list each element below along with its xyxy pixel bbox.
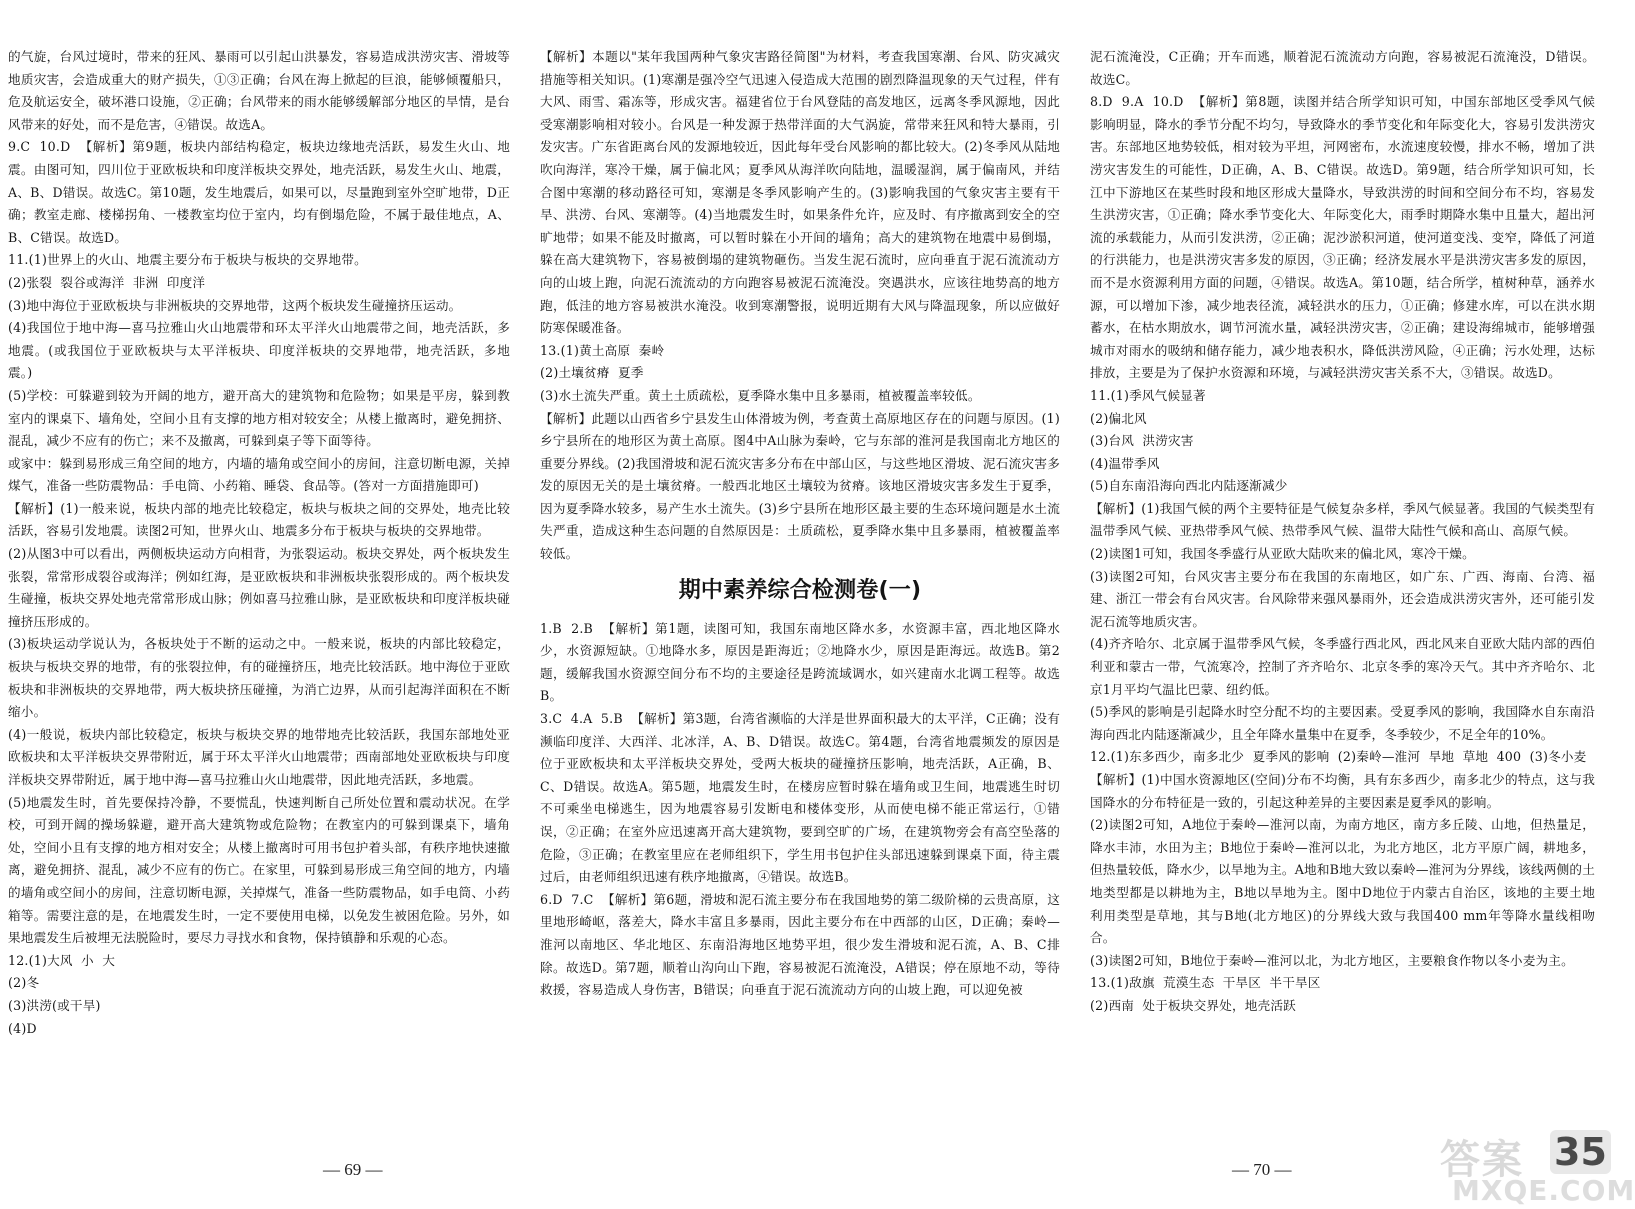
site-watermark (1440, 1128, 1635, 1209)
paragraph: (2)张裂 裂谷或海洋 非洲 印度洋 (8, 274, 206, 290)
paragraph: 12.(1)大风 小 大 (8, 952, 116, 968)
watermark-number: 35 (1550, 1130, 1611, 1174)
paragraph: 【解析】(1)我国气候的两个主要特征是气候复杂多样，季风气候显著。我国的气候类型有温带季风气候、亚热带季风气候、热带季风气候、温带大陆性气候和高山、高原气候。 (1090, 500, 1595, 539)
paragraph: 13.(1)黄土高原 秦岭 (540, 342, 665, 358)
paragraph: (3)台风 洪涝灾害 (1090, 433, 1194, 449)
paragraph: (2)偏北风 (1090, 410, 1147, 426)
column-right (1090, 46, 1595, 1018)
paragraph: (2)西南 处于板块交界处，地壳活跃 (1090, 997, 1296, 1013)
paragraph: 【解析】(1)一般来说，板块内部的地壳比较稳定，板块与板块之间的交界处，地壳比较活跃，容易引发地震。读图2可知，世界火山、地震多分布于板块与板块的交界地带。 (8, 500, 510, 539)
paragraph: (3)读图2可知，B地位于秦岭—淮河以北，为北方地区，主要粮食作物以冬小麦为主。 (1090, 952, 1574, 968)
paragraph: (2)冬 (8, 975, 40, 991)
paragraph: (3)读图2可知，台风灾害主要分布在我国的东南地区，如广东、广西、海南、台湾、福建、浙江一带会有台风灾害。台风除带来强风暴雨外，还会造成洪涝灾害外，还可能引发泥石流等地质灾害。 (1090, 568, 1595, 629)
paragraph: (4)一般说，板块内部比较稳定，板块与板块交界的地带地壳比较活跃，我国东部地处亚欧板块和太平洋板块交界带附近，属于环太平洋火山地震带；西南部地处亚欧板块与印度洋板块交界带附近，属于地中海—喜马拉雅山火山地震带，因此地壳活跃，多地震。 (8, 726, 510, 787)
paragraph: (2)读图1可知，我国冬季盛行从亚欧大陆吹来的偏北风，寒冷干燥。 (1090, 546, 1475, 562)
paragraph: 【解析】本题以"某年我国两种气象灾害路径简图"为材料，考查我国寒潮、台风、防灾减灾措施等相关知识。(1)寒潮是强冷空气迅速入侵造成大范围的剧烈降温现象的天气过程，伴有大风、雨雪、霜冻等，形成灾害。福建省位于台风登陆的高发地区，远离冬季风源地，因此受寒潮影响相对较小。台风是一种发源于热带洋面的大气涡旋，常带来狂风和特大暴雨，引发灾害。广东省距离台风的发源地较近，因此每年受台风影响的都比较大。(2)冬季风从陆地吹向海洋，寒冷干燥，属于偏北风；夏季风从海洋吹向陆地，温暖湿润，属于偏南风，并结合图中寒潮的移动路径可知，寒潮是冬季风影响产生的。(3)影响我国的气象灾害主要有干旱、洪涝、台风、寒潮等。(4)当地震发生时，如果条件允许，应及时、有序撤离到安全的空旷地带；如果不能及时撤离，可以暂时躲在小开间的墙角；高大的建筑物在地震中易倒塌，躲在高大建筑物下，容易被倒塌的建筑物砸伤。当发生泥石流时，应向垂直于泥石流流动方向的山坡上跑，向泥石流流动的方向跑容易被泥石流淹没。突遇洪水，应该往地势高的地方跑，低洼的地方容易被洪水淹没。收到寒潮警报，说明近期有大风与降温现象，所以应做好防寒保暖准备。 (540, 49, 1060, 336)
paragraph: 3.C 4.A 5.B 【解析】第3题，台湾省濒临的大洋是世界面积最大的太平洋，C正确；没有濒临印度洋、大西洋、北冰洋，A、B、D错误。故选C。第4题，台湾省地震频发的原因是位于亚欧板块和太平洋板块交界处，受两大板块的碰撞挤压影响，地壳活跃，A正确，B、C、D错误。故选A。第5题，地震发生时，在楼房应暂时躲在墙角或卫生间，地震逃生时切不可乘坐电梯逃生，因为地震容易引发断电和楼体变形，从而使电梯不能正常运行，①错误，②正确；在室外应迅速离开高大建筑物，要到空旷的广场，在建筑物旁会有高空坠落的危险，③正确；在教室里应在老师组织下，学生用书包护住头部迅速躲到课桌下面，待主震过后，由老师组织迅速有秩序地撤离，④错误。故选B。 (540, 711, 1060, 885)
paragraph: (2)读图2可知，A地位于秦岭—淮河以南，为南方地区，南方多丘陵、山地，但热量足，降水丰沛，水田为主；B地位于秦岭—淮河以北，为北方地区，北方平原广阔，耕地多，但热量较低，降水少，以旱地为主。A地和B地大致以秦岭—淮河为分界线，该线两侧的土地类型都是以耕地为主，B地以旱地为主。图中D地位于内蒙古自治区，该地的主要土地利用类型是草地，其与B地(北方地区)的分界线大致与我国400 mm年等降水量线相吻合。 (1090, 817, 1595, 946)
page-number-left: — 69 — (323, 1160, 383, 1179)
paragraph: 13.(1)敌旗 荒漠生态 干旱区 半干旱区 (1090, 975, 1321, 991)
paragraph: (3)板块运动学说认为，各板块处于不断的运动之中。一般来说，板块的内部比较稳定，板块与板块交界的地带，有的张裂拉伸，有的碰撞挤压，地壳比较活跃。地中海位于亚欧板块和非洲板块的交界地带，两大板块挤压碰撞，为消亡边界，从而引起海洋面积在不断缩小。 (8, 636, 510, 720)
paragraph: (2)从图3中可以看出，两侧板块运动方向相背，为张裂运动。板块交界处，两个板块发生张裂，常常形成裂谷或海洋；例如红海，是亚欧板块和非洲板块张裂形成的。两个板块发生碰撞，板块交界处地壳常常形成山脉；例如喜马拉雅山脉，是亚欧板块和印度洋板块碰撞挤压形成的。 (8, 546, 510, 629)
paragraph: (5)地震发生时，首先要保持冷静，不要慌乱，快速判断自己所处位置和震动状况。在学校，可到开阔的操场躲避，避开高大建筑物或危险物；在教室内的可躲到课桌下，墙角处，空间小且有支撑的地方相对安全；从楼上撤离时可用书包护着头部，有秩序地快速撤离，避免拥挤、混乱，减少不应有的伤亡。在家里，可躲到易形成三角空间的地方，内墙的墙角或空间小的房间，注意切断电源，关掉煤气，准备一些防震物品，如手电筒、小药箱等。需要注意的是，在地震发生时，一定不要使用电梯，以免发生被困危险。另外，如果地震发生后被埋无法脱险时，要尽力寻找水和食物，保持镇静和乐观的心态。 (8, 794, 510, 946)
paragraph: 【解析】(1)中国水资源地区(空间)分布不均衡，具有东多西少，南多北少的特点，这与我国降水的分布特征是一致的，引起这种差异的主要因素是夏季风的影响。 (1090, 772, 1595, 810)
paragraph: (5)自东南沿海向西北内陆逐渐减少 (1090, 478, 1288, 494)
column-middle (540, 46, 1060, 1002)
paragraph: (4)温带季风 (1090, 455, 1160, 471)
watermark-url: MXQE.COM (1452, 1174, 1635, 1207)
paragraph: (3)洪涝(或干旱) (8, 997, 101, 1013)
paragraph: 的气旋，台风过境时，带来的狂风、暴雨可以引起山洪暴发，容易造成洪涝灾害、滑坡等地质灾害，会造成重大的财产损失，①③正确；台风在海上掀起的巨浪，能够倾覆船只，危及航运安全，破坏港口设施，②正确；台风带来的雨水能够缓解部分地区的旱情，是台风带来的好处，而不是危害，④错误。故选A。 (8, 49, 510, 132)
column-left (8, 46, 510, 1040)
paragraph: (2)土壤贫瘠 夏季 (540, 365, 644, 381)
paragraph: 或家中：躲到易形成三角空间的地方，内墙的墙角或空间小的房间，注意切断电源，关掉煤气，准备一些防震物品：手电筒、小药箱、睡袋、食品等。(答对一方面措施即可) (8, 455, 510, 494)
paragraph: (3)地中海位于亚欧板块与非洲板块的交界地带，这两个板块发生碰撞挤压运动。 (8, 297, 462, 313)
paragraph: 泥石流淹没，C正确；开车而逃，顺着泥石流流动方向跑，容易被泥石流淹没，D错误。故选C。 (1090, 49, 1595, 87)
paragraph: 【解析】此题以山西省乡宁县发生山体滑坡为例，考查黄土高原地区存在的问题与原因。(1)乡宁县所在的地形区为黄土高原。图4中A山脉为秦岭，它与东部的淮河是我国南北方地区的重要分界线。(2)我国滑坡和泥石流灾害多分布在中部山区，与这些地区滑坡、泥石流灾害多发的原因无关的是土壤贫瘠。一般西北地区土壤较为贫瘠。该地区滑坡灾害多发生于夏季，因为夏季降水较多，易产生水土流失。(3)乡宁县所在地形区最主要的生态环境问题是水土流失严重，造成这种生态问题的自然原因是：土质疏松，夏季降水集中且多暴雨，植被覆盖率较低。 (540, 410, 1060, 562)
paragraph: (4)D (8, 1020, 37, 1036)
paragraph: 6.D 7.C 【解析】第6题，滑坡和泥石流主要分布在我国地势的第二级阶梯的云贵高原，这里地形崎岖，落差大，降水丰富且多暴雨，因此主要分布在中西部的山区，D正确；秦岭—淮河以南地区、华北地区、东南沿海地区地势平坦，很少发生滑坡和泥石流，A、B、C排除。故选D。第7题，顺着山沟向山下跑，容易被泥石流淹没，A错误；停在原地不动，等待救援，容易造成人身伤害，B错误；向垂直于泥石流流动方向的山坡上跑，可以迎免被 (540, 891, 1060, 998)
paragraph: (5)学校：可躲避到较为开阔的地方，避开高大的建筑物和危险物；如果是平房，躲到教室内的课桌下、墙角处，空间小且有支撑的地方相对较安全；从楼上撤离时，避免拥挤、混乱，减少不应有的伤亡；来不及撤离，可躲到桌子等下面等待。 (8, 387, 510, 449)
paragraph: 11.(1)世界上的火山、地震主要分布于板块与板块的交界地带。 (8, 252, 367, 268)
watermark-brand: 答案 (1440, 1137, 1524, 1183)
paragraph: (5)季风的影响是引起降水时空分配不均的主要因素。受夏季风的影响，我国降水自东南沿海向西北内陆逐渐减少，且全年降水量集中在夏季，冬季较少，不足全年的10%。 (1090, 704, 1595, 742)
paragraph: 8.D 9.A 10.D 【解析】第8题，读图并结合所学知识可知，中国东部地区受季风气候影响明显，降水的季节分配不均匀，导致降水的季节变化和年际变化大，容易引发洪涝灾害。东部地区地势较低，相对较为平坦，河网密布，水流速度较慢，排水不畅，增加了洪涝灾害发生的可能性，D正确，A、B、C错误。故选D。第9题，结合所学知识可知，长江中下游地区在某些时段和地区形成大量降水，导致洪涝的时间和空间分布不均，容易发生洪涝灾害，①正确；降水季节变化大、年际变化大，雨季时期降水集中且量大，超出河流的承载能力，从而引发洪涝，②正确；泥沙淤积河道，使河道变浅、变窄，降低了河道的行洪能力，也是洪涝灾害多发的原因，③正确；经济发展水平是洪涝灾害多发的原因，而不是水资源利用方面的问题，④错误。故选A。第10题，结合所学，植树种草，涵养水源，可以增加下渗，减少地表径流，减轻洪水的压力，①正确；修建水库，可以在洪水期蓄水，在枯水期放水，调节河流水量，减轻洪涝灾害，②正确；建设海绵城市，能够增强城市对雨水的吸纳和储存能力，减少地表积水，降低洪涝风险，④正确；污水处理，达标排放，主要是为了保护水资源和环境，与减轻洪涝灾害关系不大，③错误。故选D。 (1090, 94, 1595, 381)
page-number-right: — 70 — (1232, 1160, 1292, 1179)
section-title: 期中素养综合检测卷(一) (678, 577, 922, 603)
paragraph: (4)齐齐哈尔、北京属于温带季风气候，冬季盛行西北风，西北风来自亚欧大陆内部的西伯利亚和蒙古一带，气流寒冷，控制了齐齐哈尔、北京冬季的寒冷天气。其中齐齐哈尔、北京1月平均气温比巴蒙、纽约低。 (1090, 636, 1595, 697)
paragraph: 11.(1)季风气候显著 (1090, 387, 1206, 403)
paragraph: 12.(1)东多西少，南多北少 夏季风的影响 (2)秦岭—淮河 旱地 草地 400 (3)冬小麦 (1090, 749, 1587, 765)
paragraph: (4)我国位于地中海—喜马拉雅山火山地震带和环太平洋火山地震带之间，地壳活跃，多地震。(或我国位于亚欧板块与太平洋板块、印度洋板块的交界地带，地壳活跃，多地震。) (8, 320, 510, 381)
paragraph: (3)水土流失严重。黄土土质疏松，夏季降水集中且多暴雨，植被覆盖率较低。 (540, 387, 981, 403)
paragraph: 1.B 2.B 【解析】第1题，读图可知，我国东南地区降水多，水资源丰富，西北地区降水少，水资源短缺。①地降水多，原因是距海近；②地降水少，原因是距海远。故选B。第2题，缓解我国水资源空间分布不均的主要途径是跨流域调水，如兴建南水北调工程等。故选B。 (540, 620, 1060, 704)
paragraph: 9.C 10.D 【解析】第9题，板块内部结构稳定，板块边缘地壳活跃，易发生火山、地震。由图可知，四川位于亚欧板块和印度洋板块交界处，地壳活跃，易发生火山、地震，A、B、D错误。故选C。第10题，发生地震后，如果可以，尽量跑到室外空旷地带，D正确；教室走廊、楼梯拐角、一楼教室均位于室内，均有倒塌危险，不属于最佳地点，A、B、C错误。故选D。 (8, 139, 510, 245)
